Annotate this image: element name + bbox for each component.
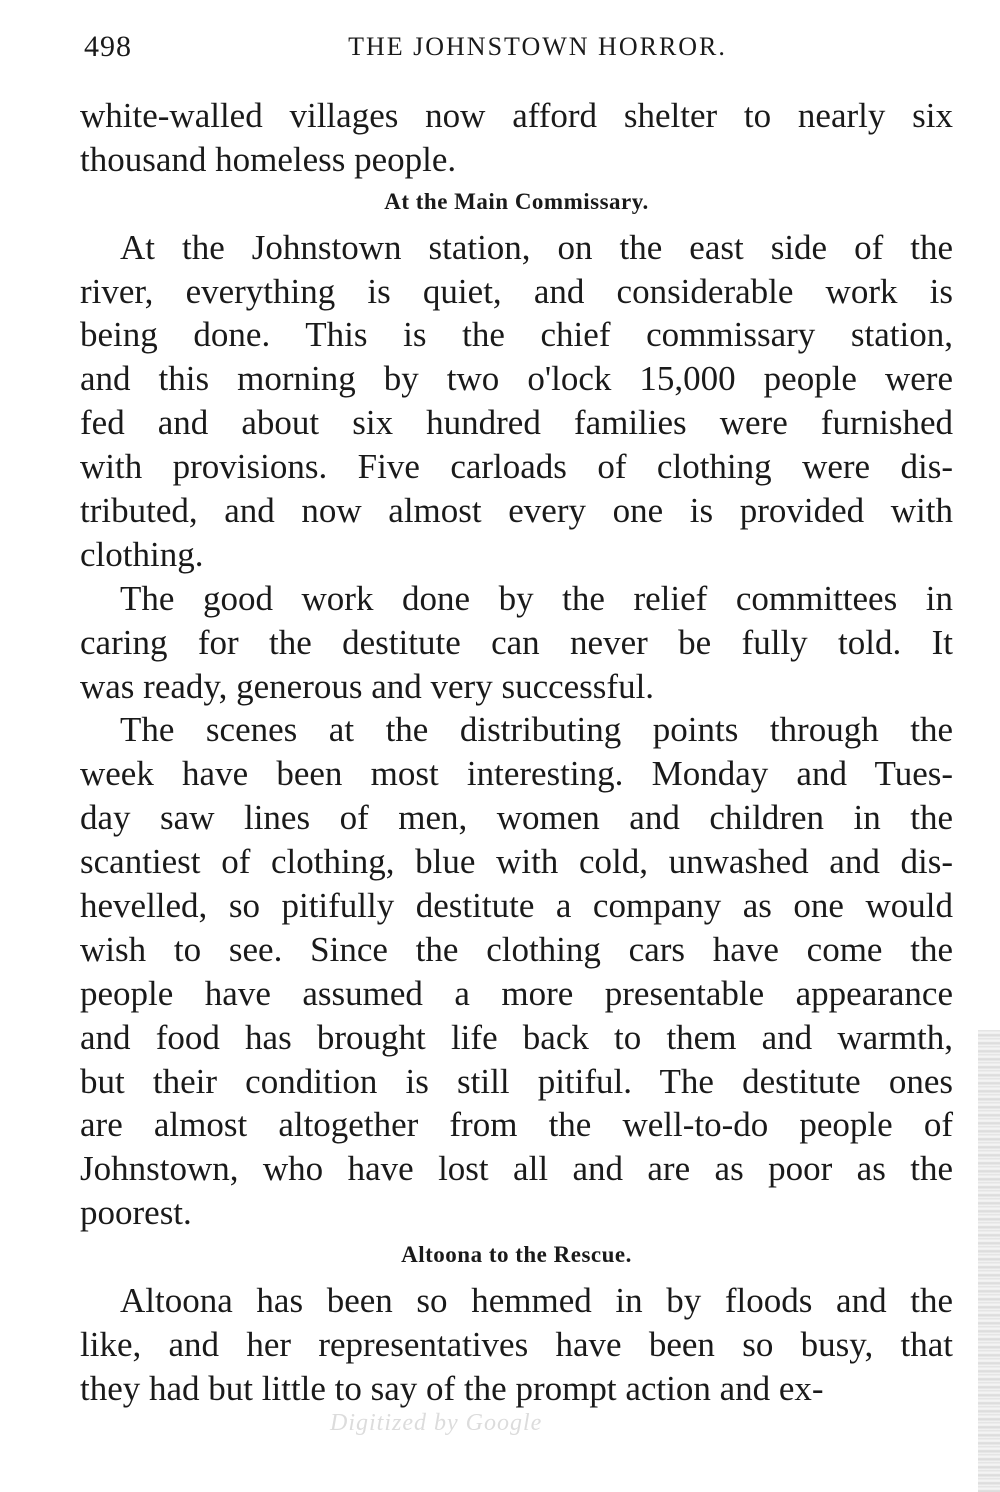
text-line: Johnstown, who have lost all and are as poor as the — [80, 1149, 953, 1189]
text-line: fed and about six hundred families were furnished — [80, 403, 953, 443]
paragraph — [80, 1279, 953, 1411]
page-number: 498 — [84, 30, 132, 63]
text-line: The scenes at the distributing points through the — [120, 710, 953, 750]
watermark: Digitized by Google — [330, 1410, 543, 1436]
paragraph — [80, 226, 953, 577]
running-title: THE JOHNSTOWN HORROR. — [348, 32, 727, 61]
text-line: being done. This is the chief commissary station, — [80, 315, 953, 355]
text-line: caring for the destitute can never be fully told. It — [80, 622, 953, 662]
text-line: they had but little to say of the prompt action and ex- — [80, 1368, 824, 1408]
text-line: like, and her representatives have been so busy, that — [80, 1324, 953, 1364]
text-line: are almost altogether from the well-to-do people of — [80, 1105, 953, 1145]
text-line: scantiest of clothing, blue with cold, unwashed and dis- — [80, 842, 953, 882]
paragraph — [80, 94, 953, 182]
text-line: river, everything is quiet, and considerable work is — [80, 271, 953, 311]
text-line: Altoona has been so hemmed in by floods and the — [120, 1281, 953, 1321]
page-edge-shadow — [978, 1030, 1000, 1492]
text-line: thousand homeless people. — [80, 139, 457, 179]
text-line: wish to see. Since the clothing cars have come the — [80, 929, 953, 969]
body-text — [80, 94, 953, 1411]
text-line: white-walled villages now afford shelter to nearly six — [80, 96, 953, 135]
text-line: poorest. — [80, 1193, 192, 1233]
text-line: people have assumed a more presentable appearance — [80, 973, 953, 1013]
paragraph — [80, 708, 953, 1235]
paragraph — [80, 577, 953, 709]
text-line: and food has brought life back to them and warmth, — [80, 1017, 953, 1057]
text-line: tributed, and now almost every one is provided with — [80, 491, 953, 531]
text-line: The good work done by the relief committees in — [120, 578, 953, 618]
running-head — [80, 30, 955, 70]
text-line: day saw lines of men, women and children in the — [80, 798, 953, 838]
text-line: hevelled, so pitifully destitute a company as one would — [80, 886, 953, 926]
text-line: but their condition is still pitiful. The destitute ones — [80, 1061, 953, 1101]
text-line: At the Johnstown station, on the east side of the — [120, 227, 953, 267]
text-line: with provisions. Five carloads of clothing were dis- — [80, 447, 953, 487]
section-subhead: Altoona to the Rescue. — [401, 1242, 632, 1268]
text-line: clothing. — [80, 534, 204, 574]
text-line: week have been most interesting. Monday and Tues- — [80, 754, 953, 794]
text-line: and this morning by two o'lock 15,000 people were — [80, 359, 953, 399]
section-subhead: At the Main Commissary. — [384, 188, 649, 214]
text-line: was ready, generous and very successful. — [80, 666, 655, 706]
